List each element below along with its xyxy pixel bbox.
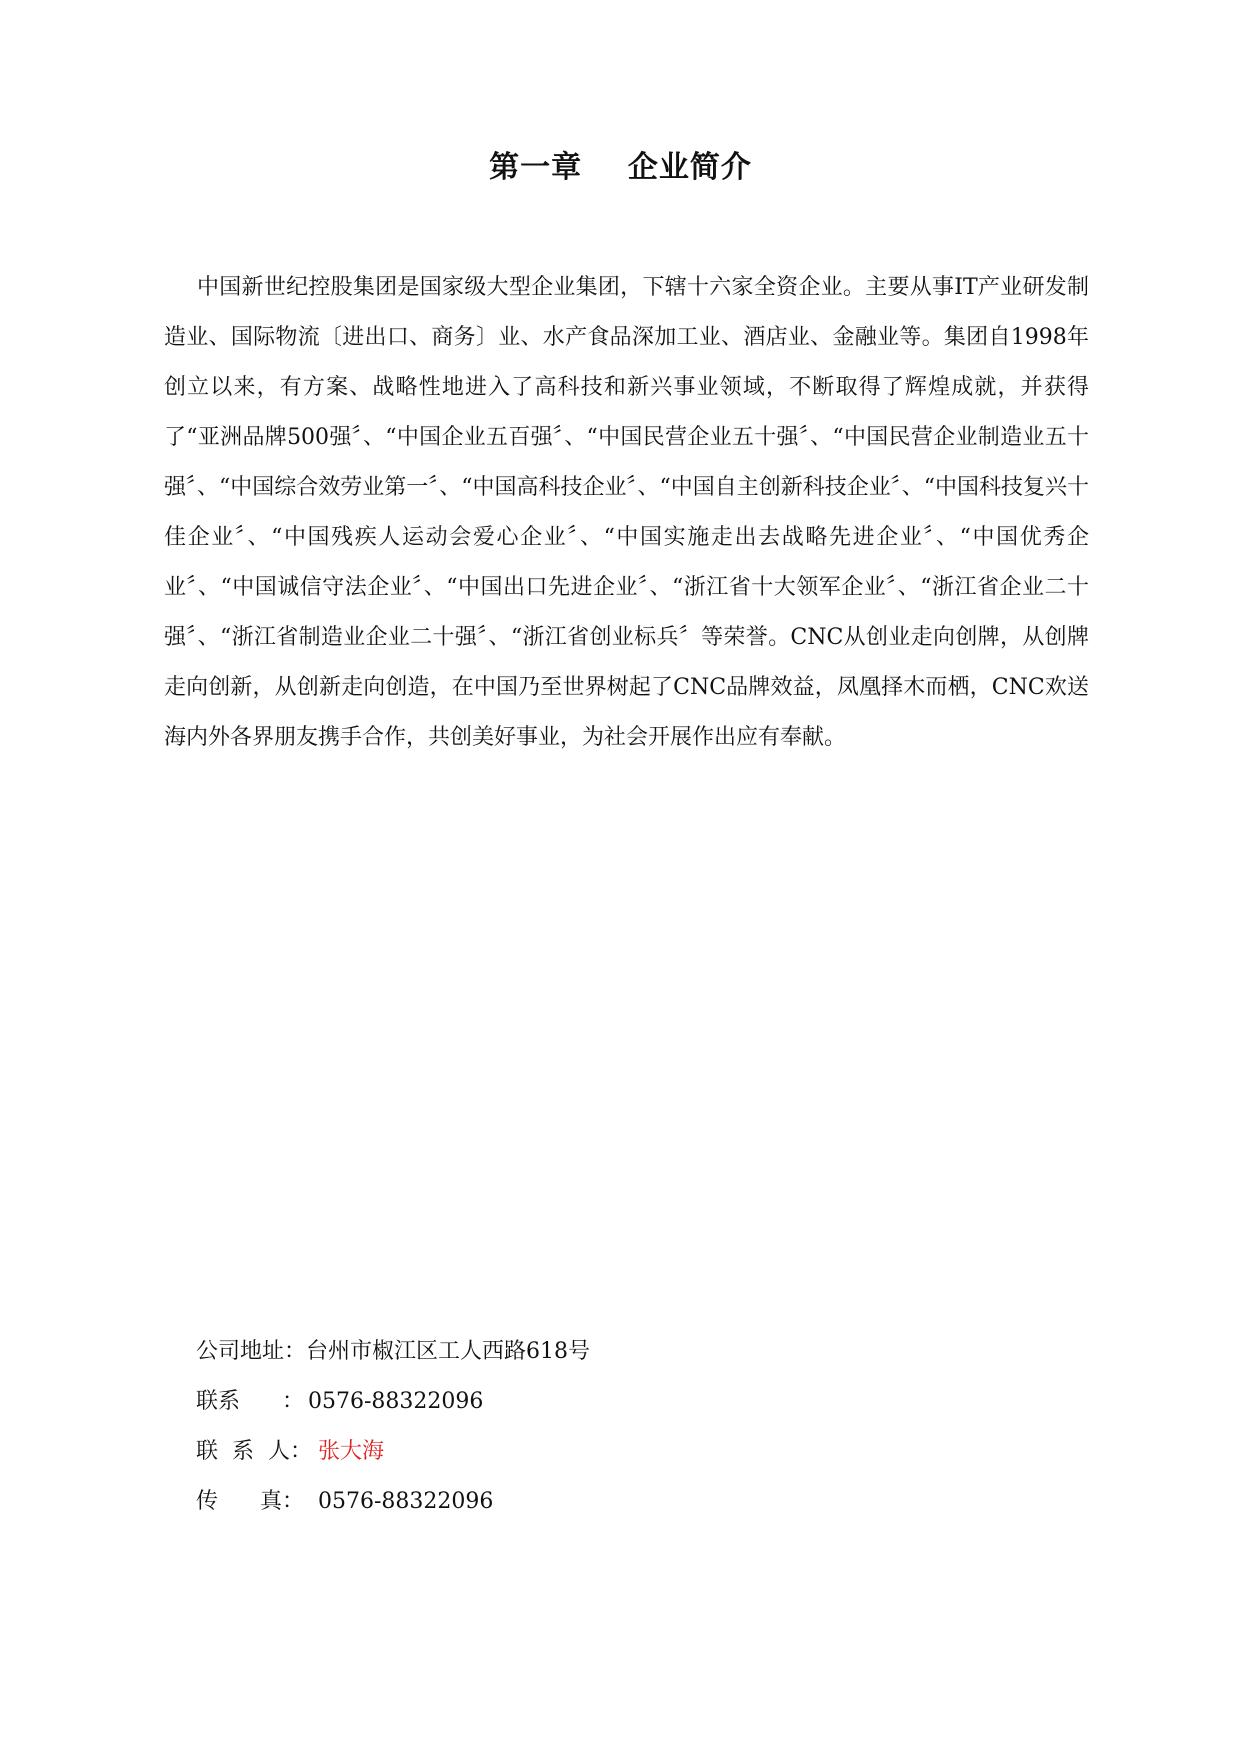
address-label: 公司地址：	[196, 1339, 307, 1364]
fax-value: 0576-88322096	[318, 1489, 494, 1514]
chapter-title: 第一章 企业简介	[489, 150, 752, 185]
address-row	[196, 1332, 590, 1372]
phone-row	[196, 1382, 483, 1422]
company-intro-paragraph: 中国新世纪控股集团是国家级大型企业集团，下辖十六家全资企业。主要从事IT产业研发制造业、国际物流〔进出口、商务〕业、水产食品深加工业、酒店业、金融业等。集团自1998年创立以来，有方案、战略性地进入了高科技和新兴事业领域，不断取得了辉煌成就，并获得了“亚洲品牌500强〞、“中国企业五百强〞、“中国民营企业五十强〞、“中国民营企业制造业五十强〞、“中国综合效劳业第一〞、“中国高科技企业〞、“中国自主创新科技企业〞、“中国科技复兴十佳企业〞、“中国残疾人运动会爱心企业〞、“中国实施走出去战略先进企业〞、“中国优秀企业〞、“中国诚信守法企业〞、“中国出口先进企业〞、“浙江省十大领军企业〞、“浙江省企业二十强〞、“浙江省制造业企业二十强〞、“浙江省创业标兵〞等荣誉。CNC从创业走向创牌，从创牌走向创新，从创新走向创造，在中国乃至世界树起了CNC品牌效益，凤凰择木而栖，CNC欢送海内外各界朋友携手合作，共创美好事业，为社会开展作出应有奉献。	[164, 275, 1089, 750]
phone-value: 0576-88322096	[308, 1389, 484, 1414]
contact-person-label: 联 系 人：	[196, 1439, 312, 1464]
address-value: 台州市椒江区工人西路618号	[306, 1339, 591, 1364]
contact-person-name: 张大海	[318, 1439, 385, 1464]
fax-row	[196, 1482, 493, 1522]
fax-label: 传 真：	[196, 1489, 304, 1514]
phone-label: 联系 ：	[196, 1389, 304, 1414]
contact-person-row	[196, 1432, 384, 1472]
